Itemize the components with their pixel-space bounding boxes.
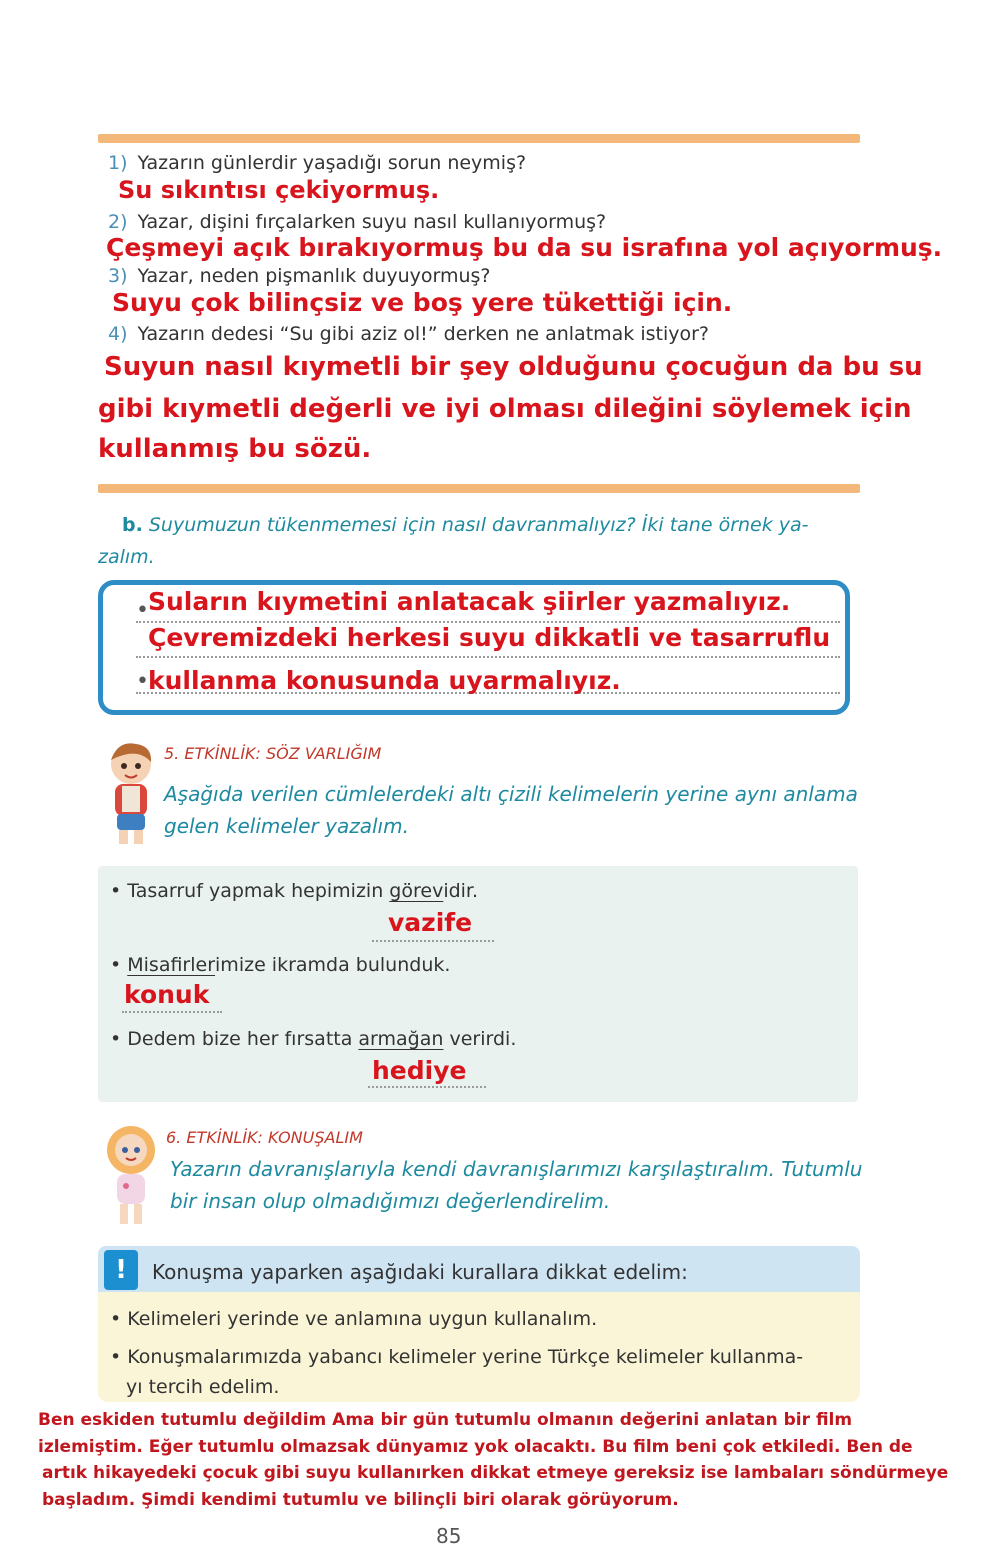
rule-1: • Kelimeleri yerinde ve anlamına uygun kullanalım. xyxy=(110,1308,598,1330)
section-b-answer-2: Çevremizdeki herkesi suyu dikkatli ve tasarruflu xyxy=(148,623,831,652)
exercise-answer-3: hediye xyxy=(372,1056,467,1085)
bullet: • xyxy=(136,598,149,623)
reflection-line-4: başladım. Şimdi kendimi tutumlu ve bilinçli biri olarak görüyorum. xyxy=(42,1490,679,1510)
answer-line xyxy=(368,1086,486,1088)
activity-5-instruction-2: gelen kelimeler yazalım. xyxy=(164,814,409,838)
question-2: 2) Yazar, dişini fırçalarken suyu nasıl kullanıyormuş? xyxy=(108,211,607,233)
answer-line xyxy=(372,940,494,942)
answer-4-line-2: gibi kıymetli değerli ve iyi olması dileğini söylemek için xyxy=(98,394,912,424)
exercise-sentence-3: • Dedem bize her fırsatta armağan verirdi. xyxy=(110,1028,517,1050)
answer-1: Su sıkıntısı çekiyormuş. xyxy=(118,176,440,204)
exclamation-icon: ! xyxy=(104,1250,138,1290)
girl-illustration xyxy=(100,1120,162,1234)
answer-line xyxy=(122,1011,222,1013)
question-4: 4) Yazarın dedesi “Su gibi aziz ol!” derken ne anlatmak istiyor? xyxy=(108,323,710,345)
rule-2-line-2: yı tercih edelim. xyxy=(126,1376,280,1398)
answer-4-line-3: kullanmış bu sözü. xyxy=(98,434,372,464)
activity-6-title: 6. ETKİNLİK: KONUŞALIM xyxy=(166,1128,363,1147)
bullet: • xyxy=(136,669,149,694)
rules-header: Konuşma yaparken aşağıdaki kurallara dikkat edelim: xyxy=(152,1260,688,1284)
page-number: 85 xyxy=(436,1524,462,1548)
section-divider-top xyxy=(98,134,860,143)
reflection-line-2: izlemiştim. Eğer tutumlu olmazsak dünyamız yok olacaktı. Bu film beni çok etkiledi. Ben de xyxy=(38,1437,913,1457)
exercise-sentence-1: • Tasarruf yapmak hepimizin görevidir. xyxy=(110,880,479,902)
section-b-prompt-line-2: zalım. xyxy=(98,546,155,568)
writing-line xyxy=(136,656,840,658)
section-b-prompt: b. Suyumuzun tükenmemesi için nasıl davranmalıyız? İki tane örnek ya- xyxy=(122,514,809,536)
activity-6-instruction-1: Yazarın davranışlarıyla kendi davranışlarımızı karşılaştıralım. Tutumlu xyxy=(170,1157,863,1181)
section-b-answer-1: Suların kıymetini anlatacak şiirler yazmalıyız. xyxy=(148,587,791,616)
rule-2: • Konuşmalarımızda yabancı kelimeler yerine Türkçe kelimeler kullanma- xyxy=(110,1346,804,1368)
question-3: 3) Yazar, neden pişmanlık duyuyormuş? xyxy=(108,265,491,287)
boy-illustration xyxy=(98,738,164,854)
answer-3: Suyu çok bilinçsiz ve boş yere tükettiği için. xyxy=(112,288,733,317)
section-divider-b xyxy=(98,484,860,493)
reflection-line-3: artık hikayedeki çocuk gibi suyu kullanırken dikkat etmeye gereksiz ise lambaları söndürmeye xyxy=(42,1463,949,1483)
activity-6-instruction-2: bir insan olup olmadığımızı değerlendirelim. xyxy=(170,1189,611,1213)
exercise-answer-2: konuk xyxy=(124,980,210,1009)
exercise-answer-1: vazife xyxy=(388,908,473,937)
activity-5-title: 5. ETKİNLİK: SÖZ VARLIĞIM xyxy=(164,744,382,763)
answer-2: Çeşmeyi açık bırakıyormuş bu da su israfına yol açıyormuş. xyxy=(106,233,943,262)
exercise-sentence-2: • Misafirlerimize ikramda bulunduk. xyxy=(110,954,451,976)
answer-4-line-1: Suyun nasıl kıymetli bir şey olduğunu çocuğun da bu su xyxy=(104,352,923,382)
activity-5-instruction-1: Aşağıda verilen cümlelerdeki altı çizili kelimelerin yerine aynı anlama xyxy=(164,782,858,806)
section-b-answer-3: kullanma konusunda uyarmalıyız. xyxy=(148,666,621,695)
question-1: 1) Yazarın günlerdir yaşadığı sorun neymiş? xyxy=(108,152,527,174)
reflection-line-1: Ben eskiden tutumlu değildim Ama bir gün tutumlu olmanın değerini anlatan bir film xyxy=(38,1410,853,1430)
